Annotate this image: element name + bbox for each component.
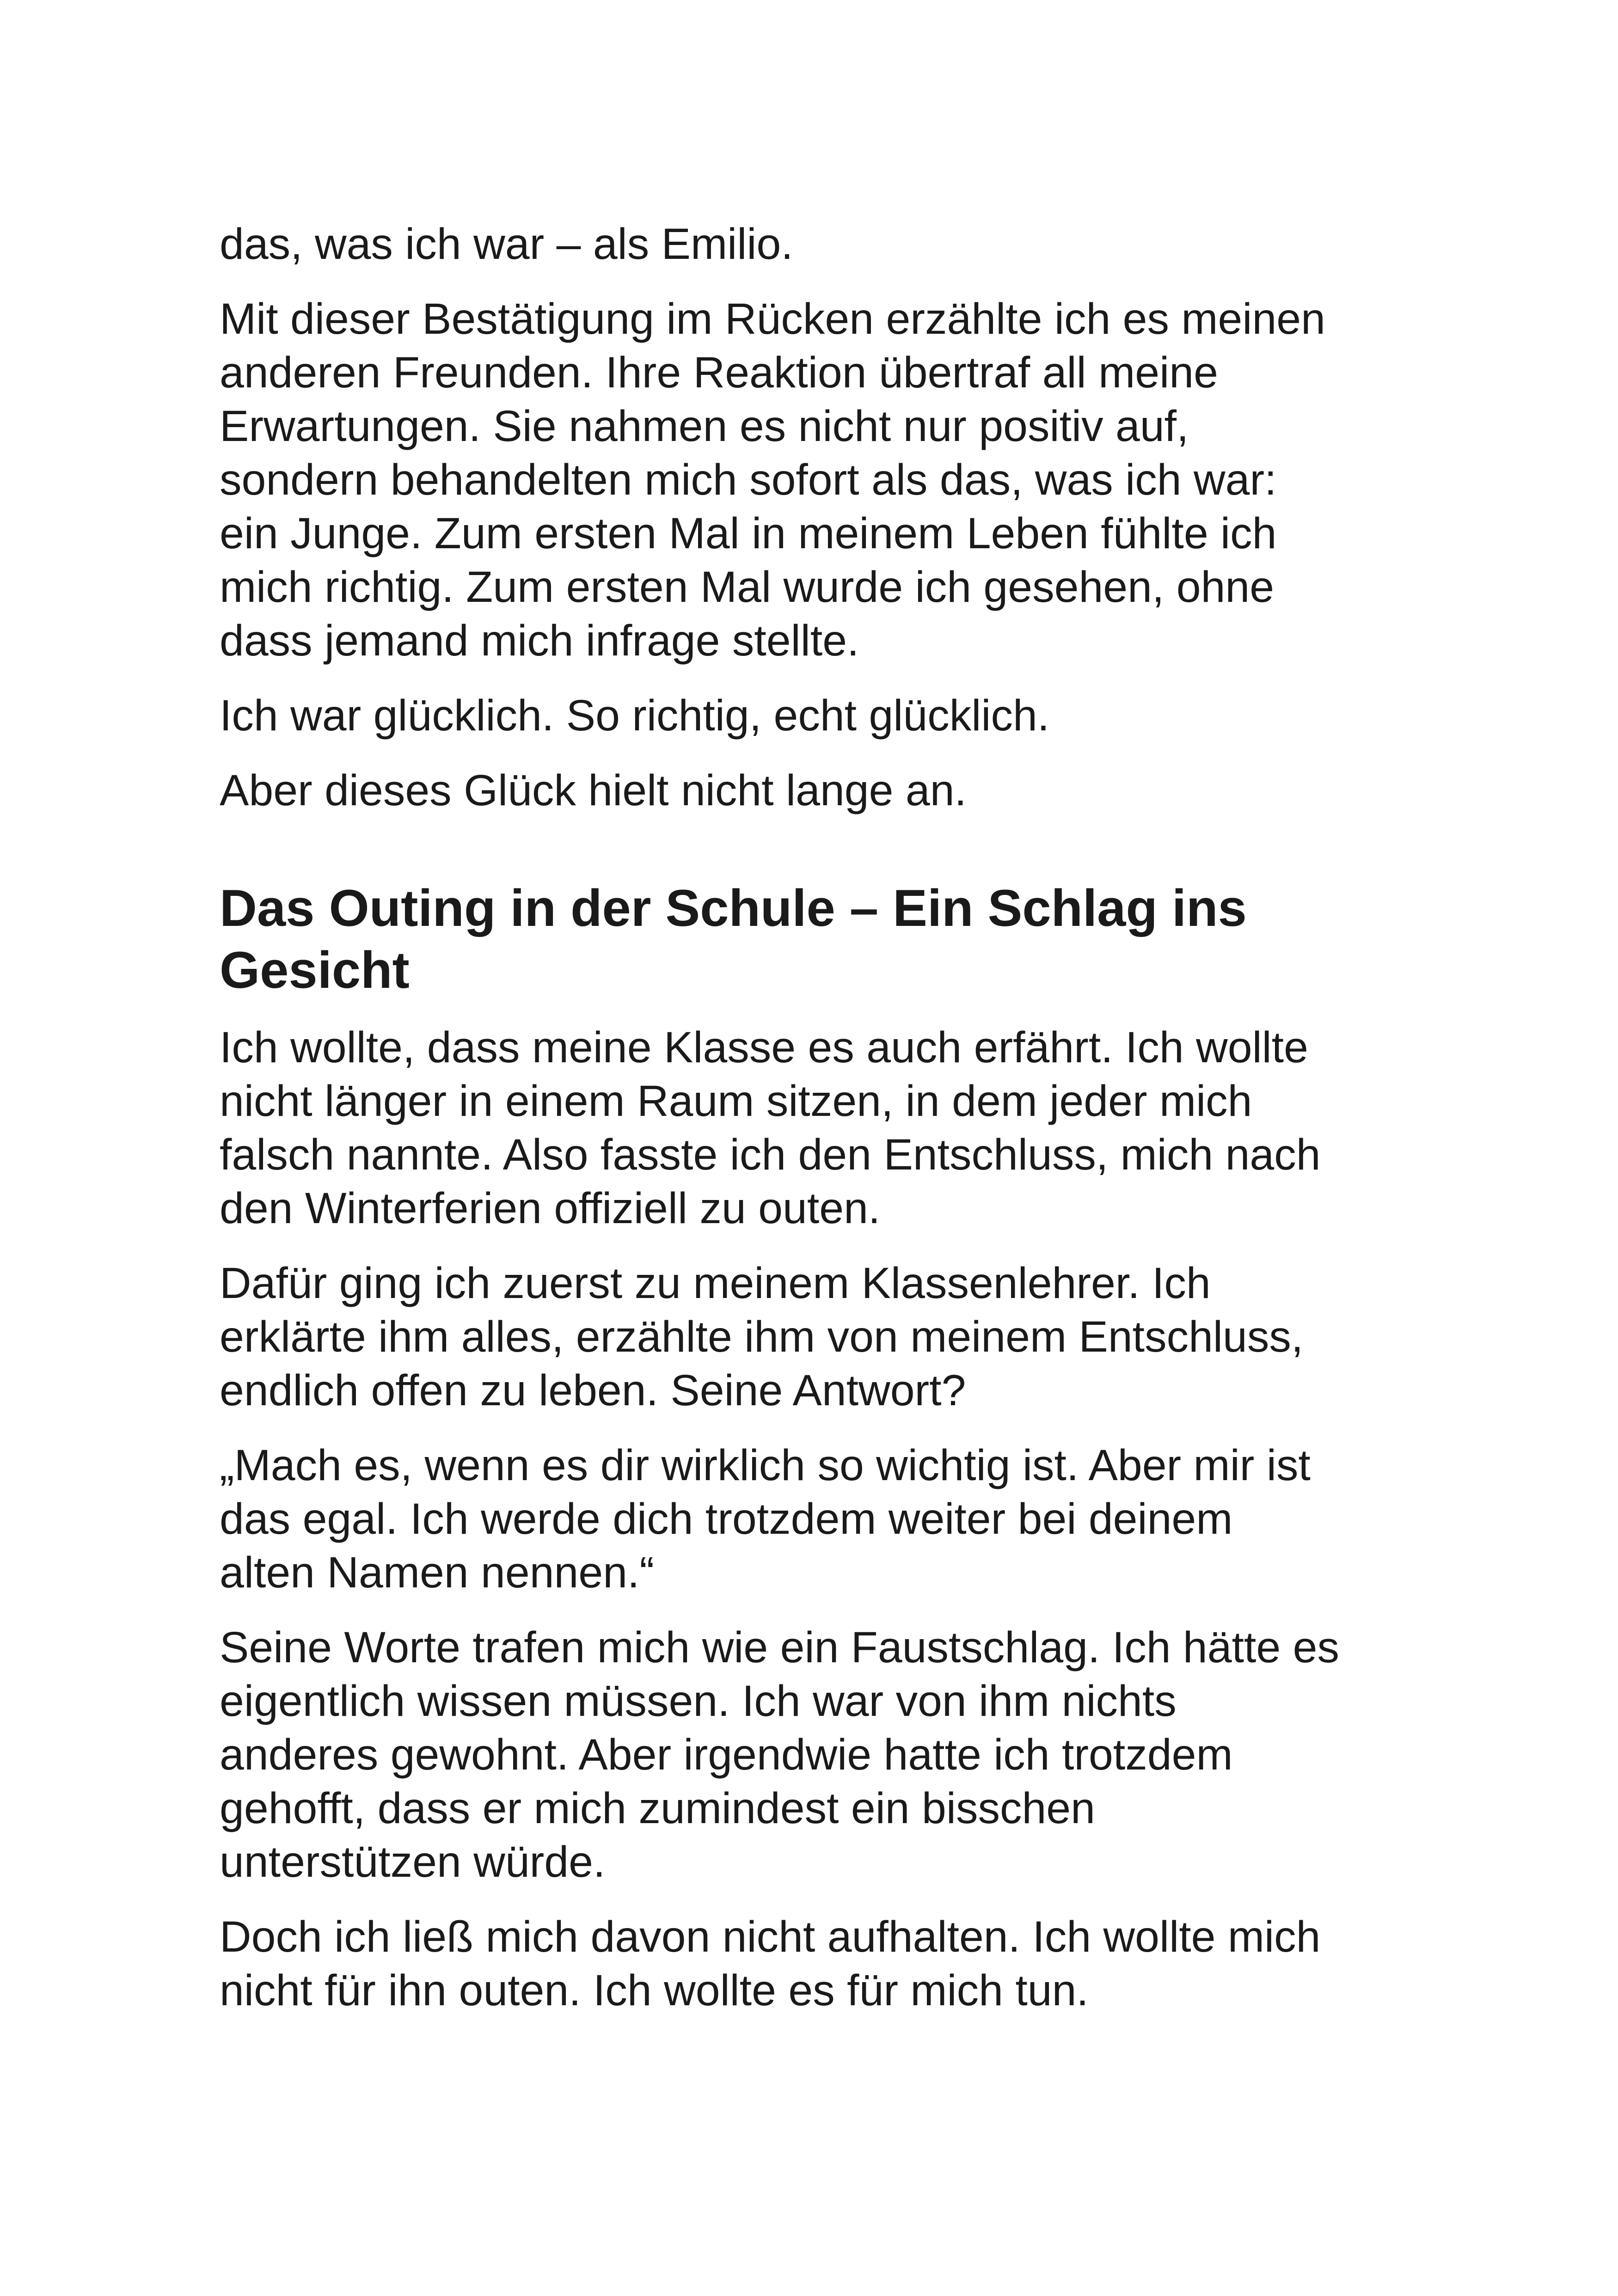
paragraph-8: Seine Worte trafen mich wie ein Faustschlag. Ich hätte es eigentlich wissen müssen. Ich war von ihm nichts anderes gewohnt. Aber irgendwie hatte ich trotzdem gehofft, dass er mich zumindest ein bisschen unterstützen würde. — [220, 1623, 1339, 1886]
page-content — [220, 217, 1431, 2017]
paragraph-2: Mit dieser Bestätigung im Rücken erzählte ich es meinen anderen Freunden. Ihre Reaktion übertraf all meine Erwartungen. Sie nahmen es nicht nur positiv auf, sondern behandelten mich sofort als das, was ich war: ein Junge. Zum ersten Mal in meinem Leben fühlte ich mich richtig. Zum ersten Mal wurde ich gesehen, ohne dass jemand mich infrage stellte. — [220, 294, 1325, 665]
paragraph-7: „Mach es, wenn es dir wirklich so wichtig ist. Aber mir ist das egal. Ich werde dich trotzdem weiter bei deinem alten Namen nennen.“ — [220, 1441, 1311, 1597]
section-heading: Das Outing in der Schule – Ein Schlag ins Gesicht — [220, 879, 1247, 999]
paragraph-3: Ich war glücklich. So richtig, echt glücklich. — [220, 691, 1050, 740]
paragraph-6: Dafür ging ich zuerst zu meinem Klassenlehrer. Ich erklärte ihm alles, erzählte ihm von meinem Entschluss, endlich offen zu leben. Seine Antwort? — [220, 1259, 1304, 1415]
paragraph-5: Ich wollte, dass meine Klasse es auch erfährt. Ich wollte nicht länger in einem Raum sitzen, in dem jeder mich falsch nannte. Also fasste ich den Entschluss, mich nach den Winterferien offiziell zu outen. — [220, 1023, 1321, 1233]
paragraph-1: das, was ich war – als Emilio. — [220, 220, 793, 269]
paragraph-4: Aber dieses Glück hielt nicht lange an. — [220, 766, 967, 815]
paragraph-9: Doch ich ließ mich davon nicht aufhalten. Ich wollte mich nicht für ihn outen. Ich wollte es für mich tun. — [220, 1912, 1321, 2015]
